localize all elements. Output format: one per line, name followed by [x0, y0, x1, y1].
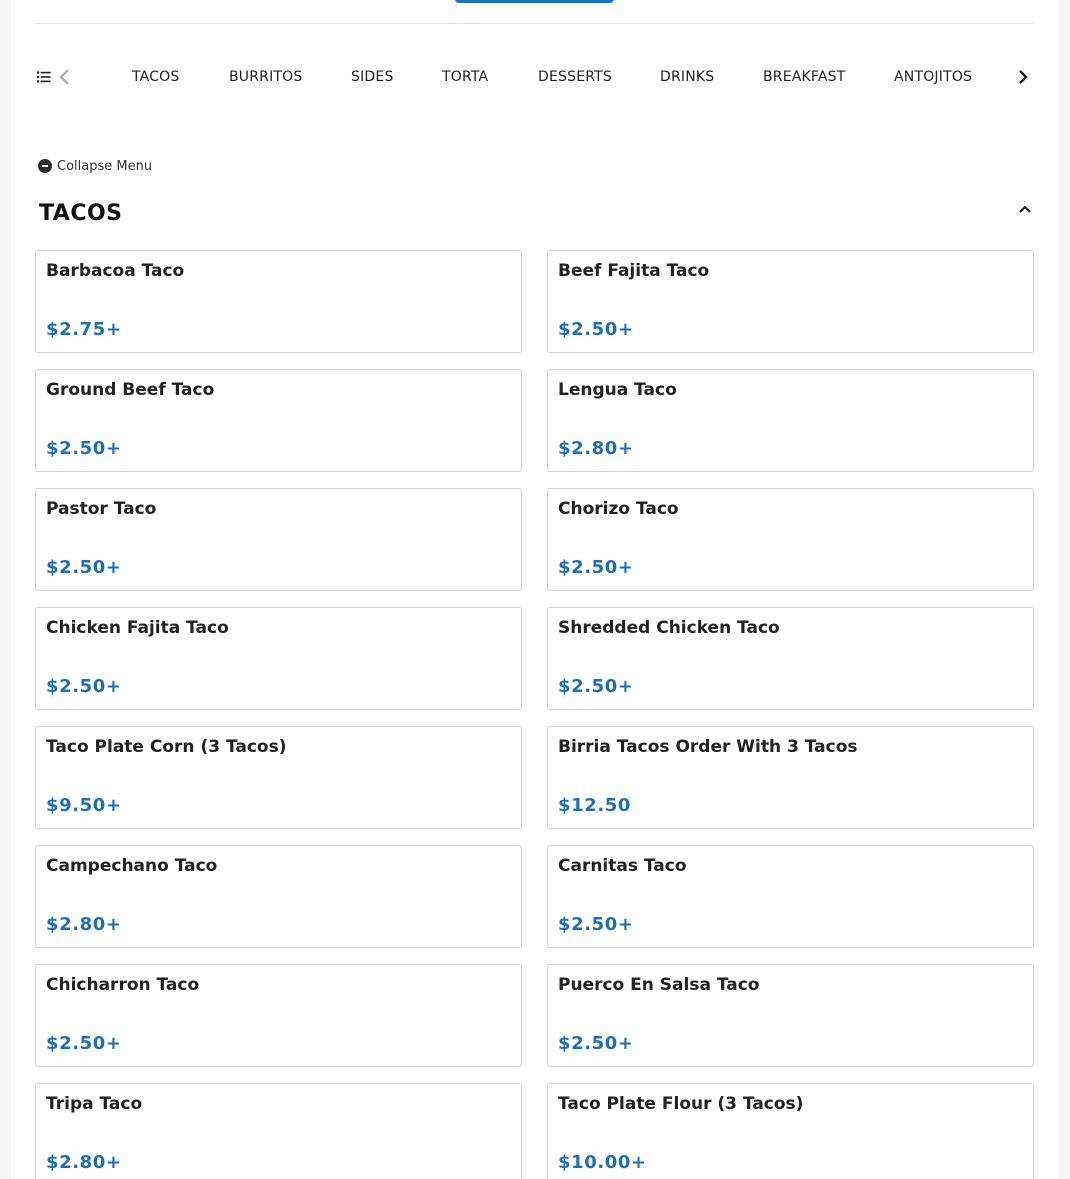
collapse-menu-label: Collapse Menu [57, 158, 153, 174]
category-tab-torta[interactable]: TORTA [442, 69, 489, 85]
menu-item-price: $2.50+ [46, 557, 122, 578]
category-tab-sides[interactable]: SIDES [351, 69, 394, 85]
menu-item-card[interactable] [547, 964, 1034, 1067]
menu-item-card[interactable] [35, 726, 522, 829]
menu-item-price: $12.50 [558, 795, 632, 816]
menu-item-name: Carnitas Taco [558, 856, 687, 876]
menu-item-name: Puerco En Salsa Taco [558, 975, 760, 995]
minus-circle-icon [38, 159, 52, 173]
menu-item-card[interactable] [35, 369, 522, 472]
menu-item-price: $2.50+ [46, 1033, 122, 1054]
menu-item-price: $2.80+ [558, 438, 634, 459]
menu-item-card[interactable] [35, 964, 522, 1067]
menu-item-name: Chorizo Taco [558, 499, 679, 519]
menu-item-name: Chicharron Taco [46, 975, 200, 995]
menu-item-name: Lengua Taco [558, 380, 677, 400]
menu-item-price: $9.50+ [46, 795, 122, 816]
menu-item-card[interactable] [547, 369, 1034, 472]
category-tab-desserts[interactable]: DESSERTS [538, 69, 612, 85]
category-tab-burritos[interactable]: BURRITOS [229, 69, 303, 85]
menu-item-card[interactable] [547, 845, 1034, 948]
menu-item-name: Barbacoa Taco [46, 261, 185, 281]
menu-item-card[interactable] [35, 607, 522, 710]
menu-item-price: $2.50+ [46, 438, 122, 459]
menu-item-card[interactable] [547, 607, 1034, 710]
list-icon[interactable] [37, 70, 51, 84]
menu-item-name: Chicken Fajita Taco [46, 618, 229, 638]
chevron-left-icon[interactable] [57, 68, 73, 86]
menu-item-name: Campechano Taco [46, 856, 218, 876]
menu-item-price: $2.50+ [558, 1033, 634, 1054]
menu-item-card[interactable] [35, 488, 522, 591]
menu-item-name: Taco Plate Flour (3 Tacos) [558, 1094, 804, 1114]
menu-item-price: $2.80+ [46, 1152, 122, 1173]
category-tab-breakfast[interactable]: BREAKFAST [763, 69, 846, 85]
menu-page [11, 0, 1058, 1179]
menu-item-card[interactable] [35, 1083, 522, 1179]
menu-item-price: $2.80+ [46, 914, 122, 935]
chevron-up-icon[interactable] [1017, 201, 1033, 217]
chevron-right-icon[interactable] [1013, 67, 1033, 87]
category-tab-tacos[interactable]: TACOS [132, 69, 180, 85]
menu-item-price: $2.50+ [558, 914, 634, 935]
menu-item-name: Beef Fajita Taco [558, 261, 710, 281]
menu-item-name: Birria Tacos Order With 3 Tacos [558, 737, 858, 757]
menu-item-card[interactable] [547, 250, 1034, 353]
menu-item-name: Pastor Taco [46, 499, 157, 519]
category-nav [35, 58, 1034, 98]
section-title: TACOS [39, 201, 123, 226]
menu-item-price: $2.50+ [46, 676, 122, 697]
top-action-button[interactable] [455, 0, 614, 3]
menu-item-card[interactable] [547, 726, 1034, 829]
menu-item-name: Shredded Chicken Taco [558, 618, 780, 638]
menu-item-name: Ground Beef Taco [46, 380, 215, 400]
menu-item-price: $2.50+ [558, 557, 634, 578]
menu-item-price: $2.75+ [46, 319, 122, 340]
menu-item-price: $10.00+ [558, 1152, 647, 1173]
menu-item-card[interactable] [35, 845, 522, 948]
category-tab-antojitos[interactable]: ANTOJITOS [894, 69, 973, 85]
menu-item-grid [35, 250, 1034, 1179]
menu-item-card[interactable] [547, 1083, 1034, 1179]
menu-item-name: Taco Plate Corn (3 Tacos) [46, 737, 287, 757]
menu-item-card[interactable] [547, 488, 1034, 591]
menu-item-card[interactable] [35, 250, 522, 353]
collapse-menu-button[interactable] [38, 157, 152, 175]
menu-item-price: $2.50+ [558, 676, 634, 697]
top-divider [35, 23, 1034, 24]
menu-item-price: $2.50+ [558, 319, 634, 340]
menu-item-name: Tripa Taco [46, 1094, 143, 1114]
category-tab-drinks[interactable]: DRINKS [660, 69, 715, 85]
